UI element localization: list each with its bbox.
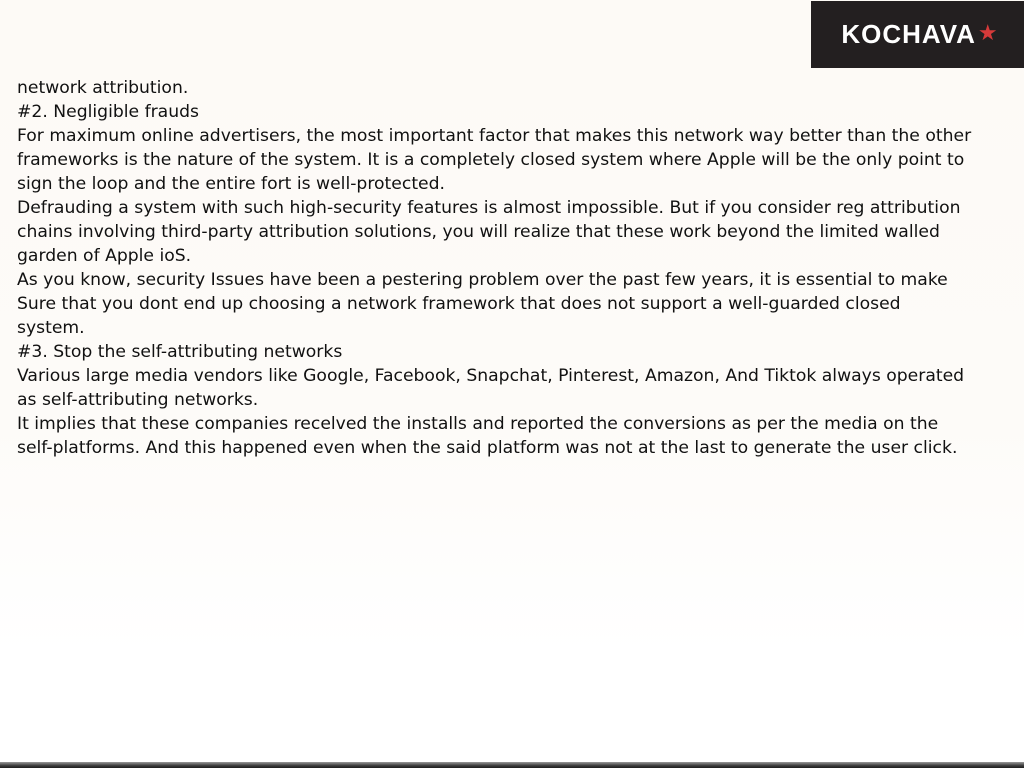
text-line: sign the loop and the entire fort is well-protected. xyxy=(17,174,446,194)
text-line: frameworks is the nature of the system. It is a completely closed system where Apple will be the only point to xyxy=(17,150,965,170)
star-icon: ★ xyxy=(977,21,998,46)
section-heading: #3. Stop the self-attributing networks xyxy=(17,342,343,362)
slide-text-body xyxy=(17,76,1017,460)
text-line: As you know, security Issues have been a pestering problem over the past few years, it is essential to make xyxy=(17,270,948,290)
text-line: self-platforms. And this happened even when the said platform was not at the last to generate the user click. xyxy=(17,438,958,458)
text-line: as self-attributing networks. xyxy=(17,390,259,410)
logo-text: KOCHAVA xyxy=(841,19,976,49)
text-line: chains involving third-party attribution solutions, you will realize that these work beyond the limited walled xyxy=(17,222,940,242)
text-line: garden of Apple ioS. xyxy=(17,246,192,266)
text-line: For maximum online advertisers, the most important factor that makes this network way better than the other xyxy=(17,126,972,146)
text-line: Defrauding a system with such high-security features is almost impossible. But if you consider reg attribution xyxy=(17,198,961,218)
bottom-border-bar xyxy=(0,762,1024,768)
text-line: Various large media vendors like Google, Facebook, Snapchat, Pinterest, Amazon, And Tiktok always operated xyxy=(17,366,965,386)
text-line: Sure that you dont end up choosing a network framework that does not support a well-guarded closed xyxy=(17,294,901,314)
text-line: It implies that these companies recelved the installs and reported the conversions as per the media on the xyxy=(17,414,939,434)
kochava-logo xyxy=(811,1,1024,68)
text-line: system. xyxy=(17,318,85,338)
section-heading: #2. Negligible frauds xyxy=(17,102,199,122)
text-line: network attribution. xyxy=(17,78,189,98)
